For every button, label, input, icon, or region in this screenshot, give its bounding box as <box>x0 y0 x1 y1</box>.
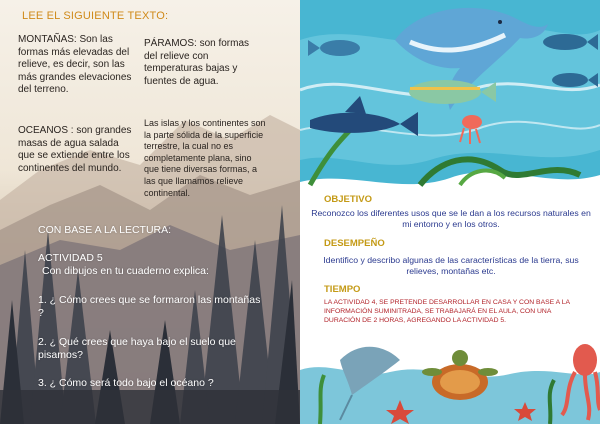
paragraph-islas: Las islas y los continentes son la parte sólida de la superficie terrestre, la cual no es completamente plana, sino que tiene diversas formas, a las que llamamos relieve continental. <box>144 118 266 198</box>
question-1: 1. ¿ Cómo crees que se formaron las montañas ? <box>38 294 261 319</box>
question-2: 2. ¿ Qué crees que haya bajo el suelo que pisamos? <box>38 336 236 361</box>
objetivo-text: Reconozco los diferentes usos que se le dan a los recursos naturales en mi entorno y en los otros. <box>311 208 591 229</box>
tiempo-label: TIEMPO <box>324 284 361 295</box>
desempeno-label: DESEMPEÑO <box>324 238 385 249</box>
ocean-panel <box>300 0 600 424</box>
definition-paramos: PÁRAMOS: son formas del relieve con temperaturas bajas y fuentes de agua. <box>144 38 250 87</box>
con-base-heading: CON BASE A LA LECTURA: <box>38 224 172 236</box>
actividad-subtitle: Con dibujos en tu cuaderno explica: <box>42 265 209 277</box>
reading-heading: LEE EL SIGUIENTE TEXTO: <box>22 10 169 22</box>
question-3: 3. ¿ Cómo será todo bajo el océano ? <box>38 377 214 389</box>
actividad-title: ACTIVIDAD 5 <box>38 252 103 264</box>
tiempo-text: LA ACTIVIDAD 4, SE PRETENDE DESARROLLAR EN CASA Y CON BASE A LA INFORMACIÓN SUMINITRADA, SE TRABAJARÁ EN EL AULA, CON UNA DURACIÓN DE 2 HORAS, AGREGANDO LA ACTIVIDAD 5. <box>324 299 570 324</box>
desempeno-text: Identifico y describo algunas de las características de la tierra, sus relieves, montañas etc. <box>323 255 579 276</box>
objetivo-label: OBJETIVO <box>324 194 373 205</box>
definition-oceanos: OCEANOS : son grandes masas de agua salada que se extiende entre los continentes del mundo. <box>18 125 132 174</box>
definition-montanas: MONTAÑAS: Son las formas más elevadas del relieve, es decir, son las más grandes elevaciones del terreno. <box>18 34 132 95</box>
